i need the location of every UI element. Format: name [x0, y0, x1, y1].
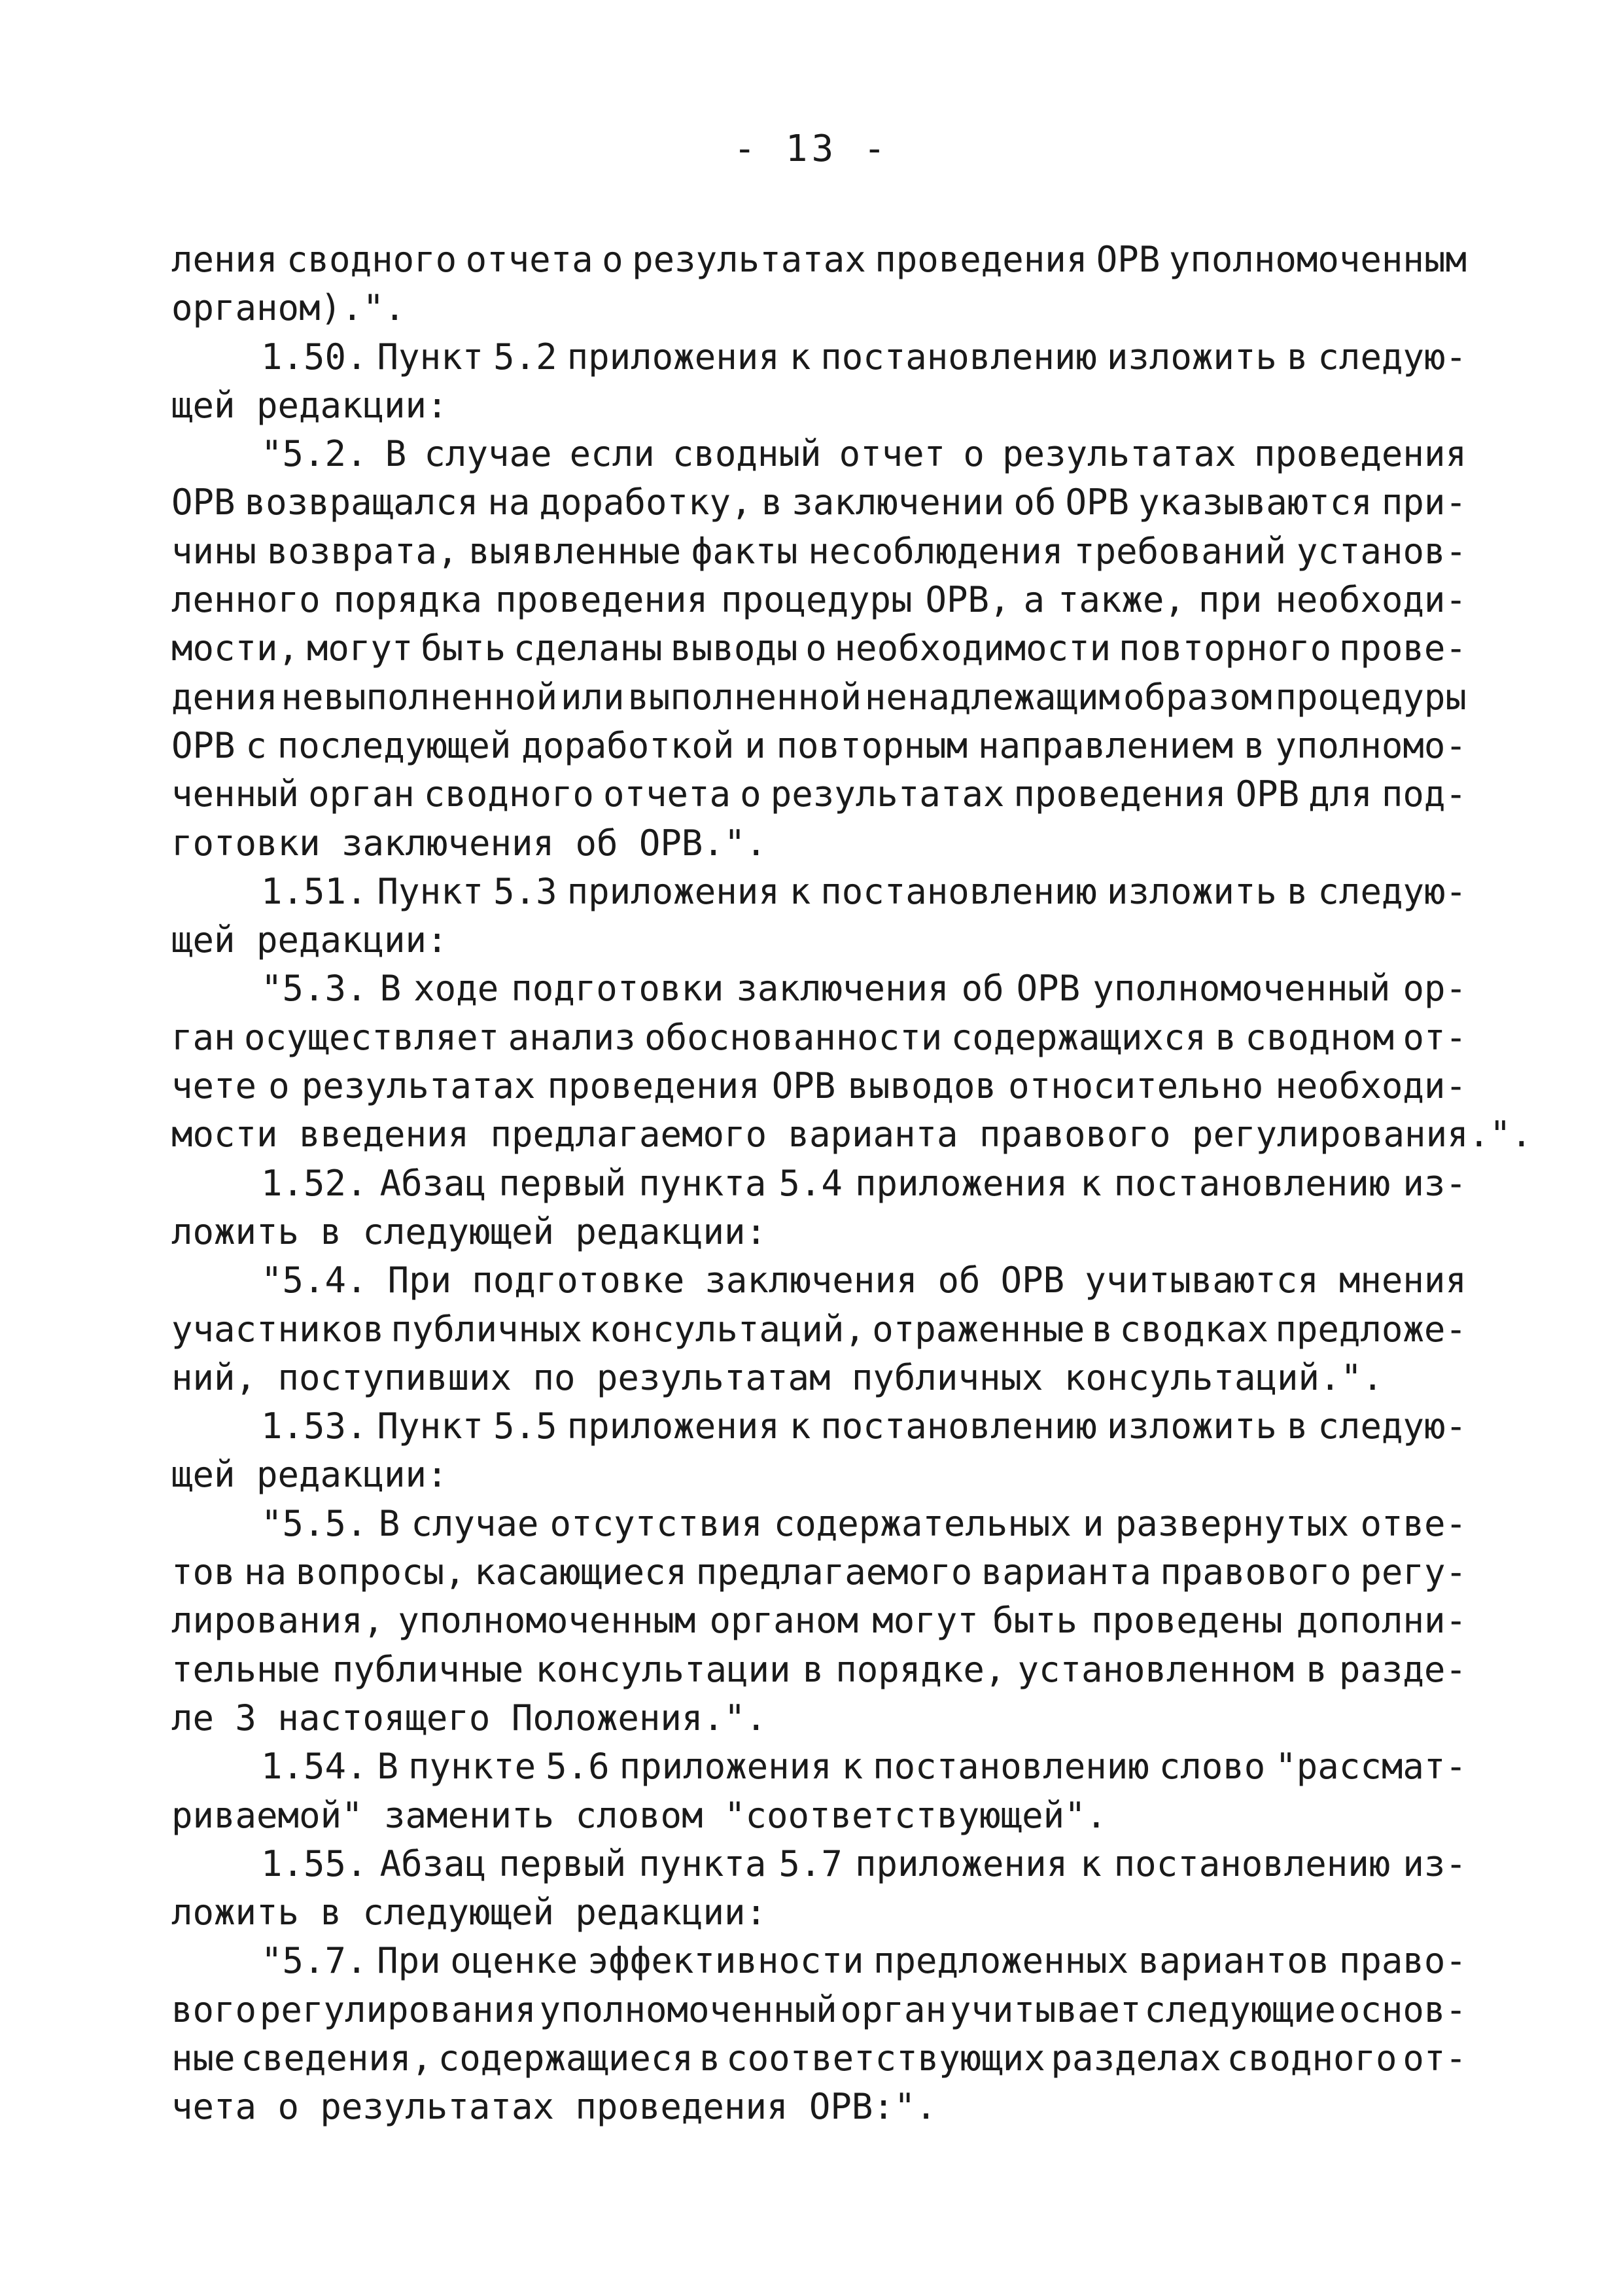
text-line: ложить в следующей редакции:: [171, 1210, 767, 1252]
text-line: органом).".: [171, 287, 406, 329]
text-line: ган осуществляет анализ обоснованности содержащихся в сводном от-: [171, 1016, 1467, 1058]
text-line: дения невыполненной или выполненной ненадлежащим образом процедуры: [171, 676, 1467, 718]
text-line: щей редакции:: [171, 384, 448, 426]
text-line: ные сведения, содержащиеся в соответствующих разделах сводного от-: [171, 2037, 1467, 2079]
text-line: "5.4. При подготовке заключения об ОРВ учитываются мнения: [261, 1260, 1467, 1301]
text-line: ложить в следующей редакции:: [171, 1892, 767, 1934]
text-line: мости, могут быть сделаны выводы о необходимости повторного прове-: [171, 627, 1467, 669]
text-line: лирования, уполномоченным органом могут быть проведены дополни-: [171, 1600, 1467, 1642]
text-line: щей редакции:: [171, 1454, 448, 1496]
text-line: ленного порядка проведения процедуры ОРВ, а также, при необходи-: [171, 579, 1467, 621]
text-line: риваемой" заменить словом "соответствующей".: [171, 1794, 1108, 1836]
text-line: ления сводного отчета о результатах проведения ОРВ уполномоченным: [171, 239, 1467, 280]
text-line: ОРВ возвращался на доработку, в заключении об ОРВ указываются при-: [171, 482, 1467, 523]
text-line: чины возврата, выявленные факты несоблюдения требований установ-: [171, 530, 1467, 572]
text-line: участников публичных консультаций, отраженные в сводках предложе-: [171, 1308, 1467, 1350]
text-line: 1.54. В пункте 5.6 приложения к постановлению слово "рассмат-: [261, 1746, 1467, 1788]
text-line: 1.53. Пункт 5.5 приложения к постановлению изложить в следую-: [261, 1405, 1467, 1447]
text-line: ний, поступивших по результатам публичных консультаций.".: [171, 1356, 1384, 1398]
text-line: тельные публичные консультации в порядке, установленном в разде-: [171, 1648, 1467, 1690]
text-line: 1.55. Абзац первый пункта 5.7 приложения к постановлению из-: [261, 1843, 1467, 1884]
text-line: вого регулирования уполномоченный орган учитывает следующие основ-: [171, 1988, 1467, 2030]
text-line: ченный орган сводного отчета о результатах проведения ОРВ для под-: [171, 773, 1467, 815]
text-line: чета о результатах проведения ОРВ:".: [171, 2086, 937, 2128]
text-line: щей редакции:: [171, 919, 448, 961]
text-line: готовки заключения об ОРВ.".: [171, 822, 767, 864]
text-line: 1.50. Пункт 5.2 приложения к постановлению изложить в следую-: [261, 336, 1467, 378]
text-line: 1.52. Абзац первый пункта 5.4 приложения к постановлению из-: [261, 1162, 1467, 1204]
text-line: чете о результатах проведения ОРВ выводов относительно необходи-: [171, 1065, 1467, 1107]
document-body: [171, 236, 1533, 2132]
text-line: ОРВ с последующей доработкой и повторным направлением в уполномо-: [171, 724, 1467, 766]
text-line: "5.2. В случае если сводный отчет о результатах проведения: [261, 433, 1467, 475]
text-line: мости введения предлагаемого варианта правового регулирования.".: [171, 1114, 1533, 1156]
text-line: "5.5. В случае отсутствия содержательных и развернутых отве-: [261, 1502, 1467, 1544]
text-line: тов на вопросы, касающиеся предлагаемого варианта правового регу-: [171, 1551, 1467, 1593]
text-line: "5.7. При оценке эффективности предложенных вариантов право-: [261, 1940, 1467, 1982]
text-line: "5.3. В ходе подготовки заключения об ОРВ уполномоченный ор-: [261, 968, 1467, 1010]
text-line: ле 3 настоящего Положения.".: [171, 1697, 767, 1739]
text-line: 1.51. Пункт 5.3 приложения к постановлению изложить в следую-: [261, 870, 1467, 912]
page-number: - 13 -: [733, 128, 890, 170]
